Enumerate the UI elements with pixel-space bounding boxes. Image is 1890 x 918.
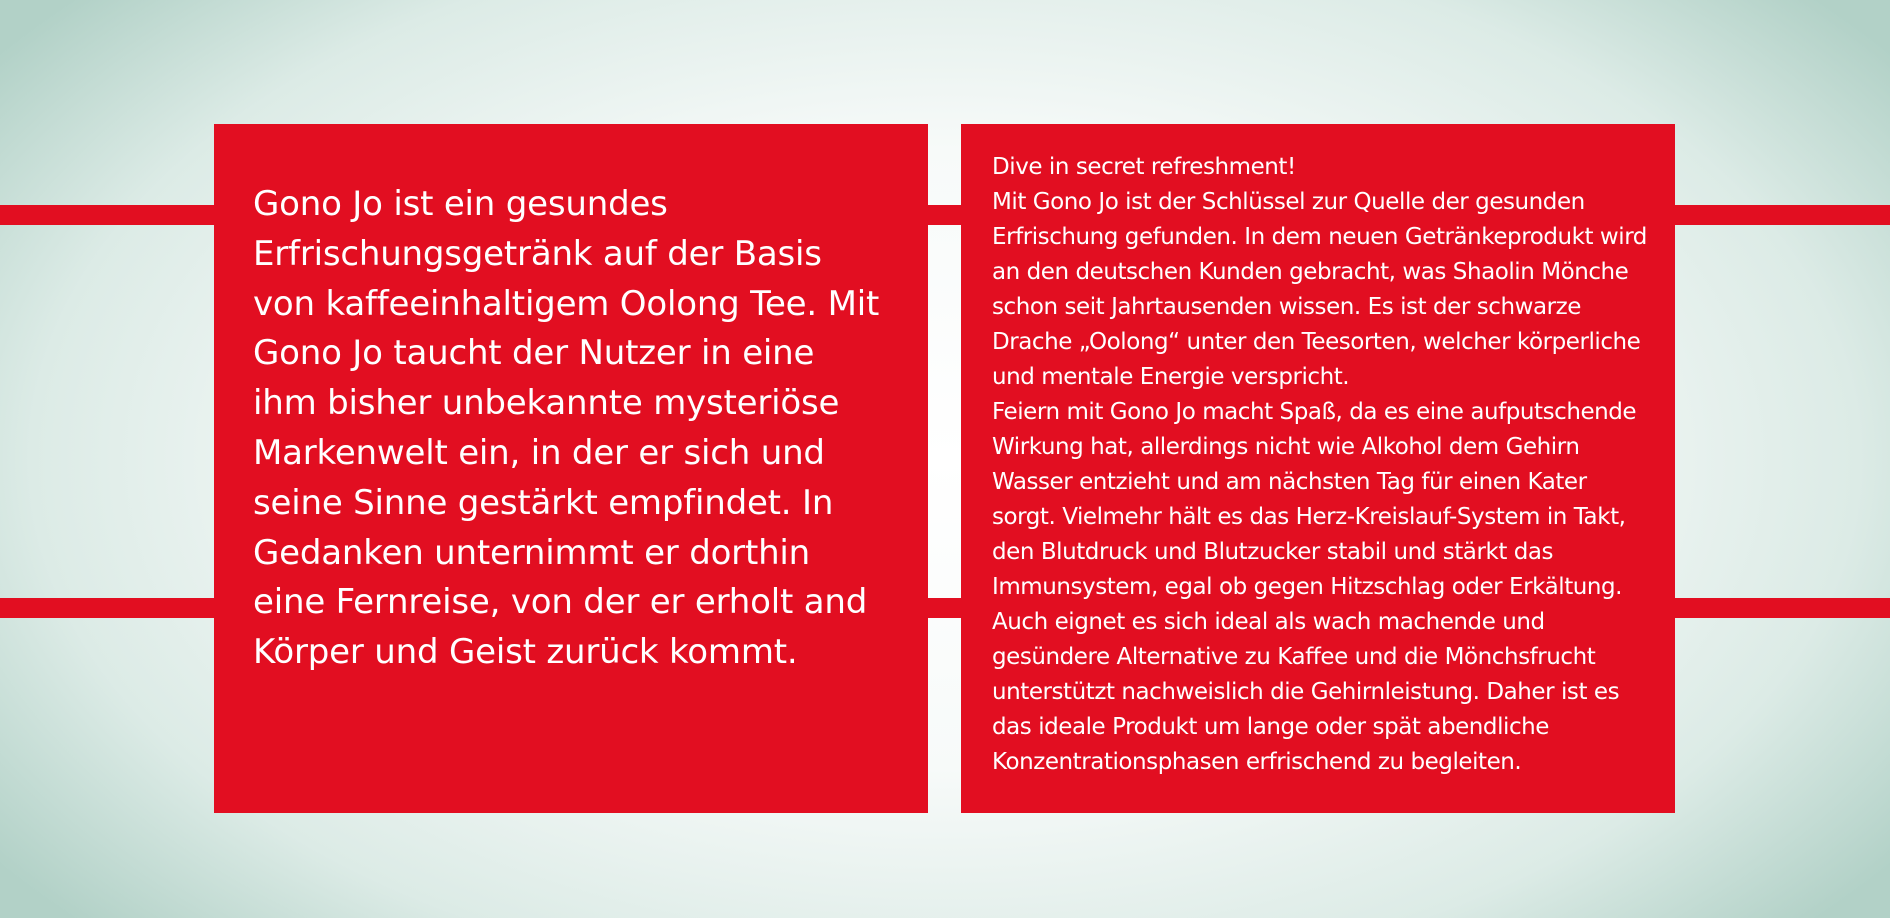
description-paragraph-2: Feiern mit Gono Jo macht Spaß, da es eine aufputschende Wirkung hat, allerdings nicht wie Alkohol dem Gehirn Wasser entzieht und am nächsten Tag für einen Kater sorgt. Vielmehr hält es das Herz-Kreislauf-System in Takt, den Blutdruck und Blutzucker stabil und stärkt das Immunsystem, egal ob gegen Hitzschlag oder Erkältung. Auch eignet es sich ideal als wach machende und gesündere Alternative zu Kaffee und die Mönchsfrucht unterstützt nachweislich die Gehirnleistung. Daher ist es das ideale Produkt um lange oder spät abendliche Konzentrationsphasen erfrischend zu begleiten. xyxy=(992,399,1637,775)
intro-text: Gono Jo ist ein gesundes Erfrischungsgetränk auf der Basis von kaffeeinhaltigem Oolong Tee. Mit Gono Jo taucht der Nutzer in eine ihm bisher unbekannte mysteriöse Markenwelt ein, in der er sich und seine Sinne gestärkt empfindet. In Gedanken unternimmt er dorthin eine Fernreise, von der er erholt and Körper und Geist zurück kommt. xyxy=(253,184,880,673)
description-panel xyxy=(961,124,1675,813)
description-paragraph-1: Mit Gono Jo ist der Schlüssel zur Quelle der gesunden Erfrischung gefunden. In dem neuen Getränkeprodukt wird an den deutschen Kunden gebracht, was Shaolin Mönche schon seit Jahrtausenden wissen. Es ist der schwarze Drache „Oolong“ unter den Teesorten, welcher körperliche und mentale Energie verspricht. xyxy=(992,189,1647,390)
description-headline: Dive in secret refreshment! xyxy=(992,154,1296,180)
intro-panel xyxy=(214,124,928,813)
